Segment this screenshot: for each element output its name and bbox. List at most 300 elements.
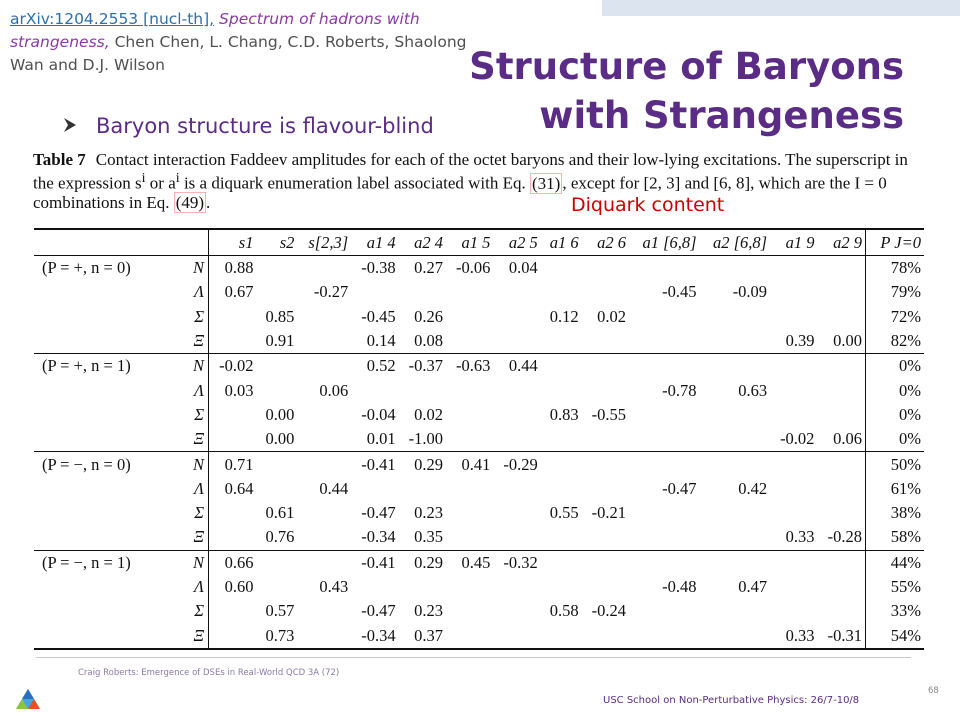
amplitude-cell: [493, 427, 540, 452]
amplitude-cell: [493, 575, 540, 599]
amplitude-cell: -0.24: [591, 601, 627, 621]
caption-sup-1: i: [141, 170, 146, 186]
table-row: [34, 452, 924, 477]
amplitude-cell: 0.45: [461, 552, 491, 572]
amplitude-cell: [541, 256, 582, 281]
header-cell: a1 9: [785, 232, 815, 252]
amplitude-cell: 0.55: [549, 503, 579, 523]
baryon-symbol: Ξ: [181, 427, 209, 452]
amplitude-cell: 0.44: [508, 356, 538, 376]
amplitude-cell: [582, 550, 629, 575]
amplitude-cell: -0.04: [361, 404, 396, 424]
amplitude-cell: [629, 354, 700, 379]
amplitude-cell: 0.35: [414, 527, 443, 547]
amplitude-cell: -0.55: [591, 404, 627, 424]
amplitude-cell: [700, 305, 771, 329]
amplitude-cell: [297, 525, 351, 550]
baryon-symbol: Λ: [181, 575, 209, 599]
amplitude-cell: [817, 575, 865, 599]
amplitude-cell: [770, 378, 817, 402]
amplitude-cell: [493, 477, 540, 501]
amplitude-cell: [493, 501, 540, 525]
amplitude-cell: [629, 452, 700, 477]
amplitude-cell: 0.67: [224, 282, 254, 302]
table-caption-label: Table 7: [33, 150, 86, 169]
amplitude-cell: [256, 280, 297, 304]
amplitude-cell: [297, 354, 351, 379]
probability-cell: 38%: [866, 501, 925, 525]
probability-cell: 61%: [866, 477, 925, 501]
amplitude-cell: [256, 550, 297, 575]
amplitude-cell: [629, 329, 700, 354]
amplitude-cell: [446, 305, 493, 329]
amplitude-cell: [541, 477, 582, 501]
amplitude-cell: [297, 305, 351, 329]
amplitude-cell: -0.31: [827, 625, 862, 645]
amplitude-cell: 0.66: [224, 552, 254, 572]
amplitude-cell: [770, 305, 817, 329]
amplitude-cell: [541, 378, 582, 402]
amplitude-cell: [770, 477, 817, 501]
amplitude-cell: [493, 378, 540, 402]
amplitude-cell: [446, 427, 493, 452]
amplitude-cell: 0.41: [461, 454, 491, 474]
amplitude-cell: [817, 256, 865, 281]
reference-citation: [10, 8, 480, 77]
amplitude-cell: [582, 452, 629, 477]
amplitude-cell: -0.47: [662, 478, 697, 498]
amplitude-cell: 0.85: [265, 306, 295, 326]
header-cell: a1 6: [549, 232, 579, 252]
amplitude-cell: [770, 280, 817, 304]
amplitude-cell: [770, 452, 817, 477]
amplitude-cell: -0.45: [361, 306, 396, 326]
amplitude-cell: 0.76: [265, 527, 295, 547]
baryon-symbol: Σ: [181, 501, 209, 525]
header-cell: s1: [238, 232, 254, 252]
caption-text-c: is a diquark enumeration label associated with Eq.: [179, 173, 530, 193]
amplitude-cell: -0.27: [313, 282, 349, 302]
amplitude-cell: 0.02: [414, 404, 443, 424]
amplitude-cell: [770, 354, 817, 379]
amplitude-cell: [700, 550, 771, 575]
amplitude-cell: 0.33: [785, 527, 815, 547]
amplitude-cell: [351, 378, 398, 402]
amplitude-cell: [493, 403, 540, 427]
reference-title: Spectrum of hadrons with strangeness,: [10, 10, 420, 51]
amplitude-cell: [541, 427, 582, 452]
probability-cell: 54%: [866, 623, 925, 648]
table-row: [34, 427, 924, 452]
amplitude-cell: [700, 452, 771, 477]
amplitude-cell: [700, 599, 771, 623]
amplitude-cell: [209, 623, 257, 648]
caption-text-b: or a: [145, 173, 176, 193]
probability-cell: 0%: [866, 354, 925, 379]
amplitude-cell: [629, 623, 700, 648]
amplitude-cell: [209, 427, 257, 452]
amplitude-cell: [582, 525, 629, 550]
amplitude-cell: 0.37: [414, 625, 443, 645]
amplitude-cell: 0.12: [549, 306, 579, 326]
amplitude-cell: [446, 501, 493, 525]
amplitude-cell: -0.06: [455, 258, 491, 278]
group-label-blank: [34, 305, 181, 329]
probability-cell: 78%: [866, 256, 925, 281]
header-cell: a1 [6,8]: [642, 232, 697, 252]
amplitude-cell: -0.78: [662, 380, 697, 400]
amplitude-cell: [541, 525, 582, 550]
equation-ref-31[interactable]: (31): [531, 173, 561, 193]
amplitude-cell: [297, 501, 351, 525]
group-label-blank: [34, 575, 181, 599]
table-caption: [33, 150, 928, 212]
group-label-blank: [34, 623, 181, 648]
probability-cell: 79%: [866, 280, 925, 304]
amplitude-cell: [817, 280, 865, 304]
amplitude-cell: [817, 403, 865, 427]
amplitude-cell: -0.32: [503, 552, 538, 572]
amplitude-cell: [446, 477, 493, 501]
amplitude-cell: [582, 256, 629, 281]
amplitude-cell: [817, 599, 865, 623]
probability-cell: 55%: [866, 575, 925, 599]
amplitude-cell: [700, 256, 771, 281]
amplitude-cell: -0.47: [361, 503, 396, 523]
amplitude-cell: 0.02: [597, 306, 627, 326]
amplitude-cell: [209, 501, 257, 525]
faddeev-amplitude-table: [34, 228, 924, 650]
group-label-blank: [34, 525, 181, 550]
amplitude-cell: [700, 525, 771, 550]
footer-left-text: Craig Roberts: Emergence of DSEs in Real-World QCD 3A (72): [78, 668, 340, 678]
table-row: [34, 599, 924, 623]
amplitude-cell: [297, 329, 351, 354]
amplitude-cell: 0.88: [224, 258, 254, 278]
amplitude-cell: -0.37: [408, 356, 443, 376]
header-corner-bar: [602, 0, 960, 16]
group-label-blank: [34, 501, 181, 525]
amplitude-cell: 0.60: [224, 577, 254, 596]
amplitude-cell: [817, 378, 865, 402]
amplitude-cell: 0.03: [224, 380, 254, 400]
slide-title: [469, 42, 904, 140]
amplitude-cell: [446, 280, 493, 304]
probability-cell: 0%: [866, 403, 925, 427]
table-row: [34, 354, 924, 379]
baryon-symbol: Ξ: [181, 525, 209, 550]
amplitude-cell: 0.73: [265, 625, 295, 645]
diquark-content-annotation: Diquark content: [571, 194, 725, 216]
table-row: [34, 378, 924, 402]
table-row: [34, 623, 924, 648]
amplitude-cell: [629, 599, 700, 623]
probability-cell: 58%: [866, 525, 925, 550]
amplitude-cell: [817, 477, 865, 501]
amplitude-cell: 0.63: [738, 380, 768, 400]
amplitude-cell: [209, 525, 257, 550]
header-cell: P J=0: [866, 229, 925, 256]
amplitude-cell: 0.71: [224, 454, 254, 474]
amplitude-cell: [817, 305, 865, 329]
group-label-blank: [34, 403, 181, 427]
amplitude-cell: [446, 623, 493, 648]
amplitude-cell: -0.09: [732, 282, 768, 302]
amplitude-cell: [256, 452, 297, 477]
amplitude-cell: [629, 525, 700, 550]
amplitude-cell: [629, 403, 700, 427]
amplitude-cell: [297, 599, 351, 623]
baryon-symbol: Σ: [181, 305, 209, 329]
amplitude-cell: [700, 329, 771, 354]
probability-cell: 50%: [866, 452, 925, 477]
amplitude-cell: [582, 575, 629, 599]
group-label-blank: [34, 280, 181, 304]
table-row: [34, 403, 924, 427]
table-row: [34, 501, 924, 525]
amplitude-cell: [582, 354, 629, 379]
amplitude-cell: [399, 280, 446, 304]
amplitude-cell: 0.57: [265, 601, 295, 621]
arxiv-link[interactable]: arXiv:1204.2553 [nucl-th],: [10, 10, 215, 28]
baryon-symbol: N: [181, 354, 209, 379]
table-row: [34, 329, 924, 354]
amplitude-cell: 0.26: [414, 306, 443, 326]
arrow-bullet-icon: [62, 114, 96, 138]
amplitude-cell: [770, 550, 817, 575]
amplitude-cell: -0.28: [827, 527, 862, 547]
amplitude-cell: [700, 501, 771, 525]
amplitude-cell: 0.29: [414, 552, 443, 572]
amplitude-cell: [629, 550, 700, 575]
amplitude-cell: -0.48: [662, 577, 697, 596]
amplitude-cell: 0.00: [265, 429, 295, 449]
amplitude-cell: 0.23: [414, 601, 443, 621]
probability-cell: 82%: [866, 329, 925, 354]
amplitude-cell: -0.34: [361, 527, 396, 547]
amplitude-cell: -0.38: [361, 258, 396, 278]
baryon-symbol: N: [181, 256, 209, 281]
amplitude-cell: [209, 329, 257, 354]
amplitude-cell: [817, 501, 865, 525]
header-cell: a1 4: [366, 232, 396, 252]
group-label-blank: [34, 477, 181, 501]
amplitude-cell: 0.23: [414, 503, 443, 523]
group-label: (P = +, n = 0): [42, 258, 131, 278]
amplitude-cell: [297, 623, 351, 648]
group-label-blank: [34, 599, 181, 623]
amplitude-cell: [770, 575, 817, 599]
reference-authors: Chen Chen, L. Chang, C.D. Roberts, Shaolong Wan and D.J. Wilson: [10, 33, 467, 74]
amplitude-cell: [541, 354, 582, 379]
amplitude-cell: [700, 354, 771, 379]
amplitude-cell: [582, 378, 629, 402]
amplitude-cell: [351, 280, 398, 304]
amplitude-cell: 0.00: [265, 404, 295, 424]
amplitude-cell: [446, 329, 493, 354]
baryon-symbol: Ξ: [181, 329, 209, 354]
footer-divider: [36, 657, 911, 658]
bullet-text: Baryon structure is flavour-blind: [96, 114, 434, 138]
header-cell: a2 6: [597, 232, 627, 252]
probability-cell: 0%: [866, 427, 925, 452]
amplitude-cell: 0.00: [833, 331, 862, 351]
amplitude-cell: [700, 403, 771, 427]
amplitude-cell: [256, 378, 297, 402]
amplitude-cell: -0.02: [219, 356, 254, 376]
amplitude-cell: [541, 280, 582, 304]
amplitude-cell: [209, 599, 257, 623]
amplitude-cell: -0.34: [361, 625, 396, 645]
amplitude-cell: [541, 575, 582, 599]
argonne-logo-icon: [15, 688, 41, 710]
amplitude-cell: [297, 256, 351, 281]
header-cell: a2 [6,8]: [712, 232, 768, 252]
amplitude-cell: [256, 354, 297, 379]
baryon-symbol: Λ: [181, 477, 209, 501]
amplitude-cell: [817, 452, 865, 477]
amplitude-cell: -0.02: [780, 429, 815, 449]
equation-ref-49[interactable]: (49): [175, 192, 205, 212]
table-row: [34, 525, 924, 550]
header-cell: a2 9: [833, 232, 862, 252]
amplitude-cell: [493, 305, 540, 329]
amplitude-cell: [700, 623, 771, 648]
baryon-symbol: Λ: [181, 280, 209, 304]
probability-cell: 44%: [866, 550, 925, 575]
amplitude-cell: 0.43: [319, 577, 349, 596]
group-label-blank: [34, 427, 181, 452]
group-label-blank: [34, 378, 181, 402]
amplitude-cell: [446, 525, 493, 550]
baryon-symbol: N: [181, 452, 209, 477]
caption-text-a: Contact interaction Faddeev amplitudes for each of the octet baryons and their low-lying excitations. The superscript in the expression s: [33, 150, 908, 193]
table-row: [34, 256, 924, 281]
amplitude-cell: [541, 550, 582, 575]
amplitude-cell: [399, 575, 446, 599]
amplitude-cell: [493, 623, 540, 648]
amplitude-cell: [629, 256, 700, 281]
amplitude-cell: [209, 403, 257, 427]
amplitude-cell: 0.39: [785, 331, 815, 351]
amplitude-cell: 0.44: [319, 478, 349, 498]
amplitude-cell: [493, 599, 540, 623]
amplitude-cell: 0.42: [738, 478, 768, 498]
amplitude-cell: [209, 305, 257, 329]
amplitude-cell: 0.91: [265, 331, 295, 351]
baryon-symbol: Ξ: [181, 623, 209, 648]
group-label-blank: [34, 329, 181, 354]
amplitude-cell: [399, 477, 446, 501]
header-cell: s[2,3]: [308, 232, 349, 252]
amplitude-cell: [446, 599, 493, 623]
amplitude-cell: -0.21: [591, 503, 627, 523]
amplitude-cell: [541, 452, 582, 477]
amplitude-cell: [541, 329, 582, 354]
amplitude-cell: [629, 501, 700, 525]
caption-text-d: , except for [2, 3] and [6, 8], which are the I = 0 combinations in Eq.: [33, 173, 887, 212]
amplitude-cell: [493, 525, 540, 550]
header-cell: s2: [279, 232, 295, 252]
amplitude-cell: 0.52: [366, 356, 396, 376]
amplitude-cell: 0.04: [508, 258, 538, 278]
header-blank: [34, 229, 181, 256]
slide-title-line1: Structure of Baryons: [469, 45, 904, 88]
group-label: (P = −, n = 1): [42, 552, 131, 572]
amplitude-cell: -0.41: [361, 454, 396, 474]
amplitude-cell: [582, 280, 629, 304]
amplitude-cell: [256, 477, 297, 501]
amplitude-cell: [817, 354, 865, 379]
amplitude-cell: 0.06: [833, 429, 862, 449]
amplitude-cell: [493, 280, 540, 304]
amplitude-cell: [297, 452, 351, 477]
amplitude-cell: -0.29: [503, 454, 538, 474]
amplitude-cell: 0.14: [366, 331, 396, 351]
amplitude-cell: [582, 427, 629, 452]
amplitude-cell: 0.08: [414, 331, 443, 351]
amplitude-cell: [582, 623, 629, 648]
amplitude-cell: [582, 477, 629, 501]
header-cell: a1 5: [461, 232, 491, 252]
group-label: (P = +, n = 1): [42, 356, 131, 376]
amplitude-cell: [351, 575, 398, 599]
amplitude-cell: -1.00: [408, 429, 443, 449]
amplitude-cell: [351, 477, 398, 501]
amplitude-cell: -0.63: [455, 356, 491, 376]
table-header-row: [34, 229, 924, 256]
probability-cell: 72%: [866, 305, 925, 329]
baryon-symbol: Σ: [181, 599, 209, 623]
amplitude-cell: 0.61: [265, 503, 295, 523]
amplitude-cell: [446, 403, 493, 427]
table-row: [34, 305, 924, 329]
page-number: 68: [928, 686, 939, 696]
baryon-symbol: N: [181, 550, 209, 575]
table-row: [34, 280, 924, 304]
header-cell: a2 5: [508, 232, 538, 252]
amplitude-cell: [493, 329, 540, 354]
amplitude-cell: 0.06: [319, 380, 349, 400]
group-label: (P = −, n = 0): [42, 454, 131, 474]
amplitude-cell: [256, 575, 297, 599]
amplitude-cell: [297, 550, 351, 575]
amplitude-cell: 0.33: [785, 625, 815, 645]
amplitude-cell: [770, 256, 817, 281]
baryon-symbol: Λ: [181, 378, 209, 402]
amplitude-cell: 0.01: [366, 429, 396, 449]
header-cell: a2 4: [414, 232, 443, 252]
amplitude-cell: [446, 378, 493, 402]
amplitude-cell: [582, 329, 629, 354]
amplitude-cell: 0.47: [738, 577, 768, 596]
amplitude-cell: [629, 305, 700, 329]
slide-title-line2: with Strangeness: [539, 94, 904, 137]
amplitude-cell: [399, 378, 446, 402]
amplitude-cell: 0.58: [549, 601, 579, 621]
amplitude-cell: [541, 623, 582, 648]
amplitude-cell: 0.27: [414, 258, 443, 278]
amplitude-cell: 0.29: [414, 454, 443, 474]
header-blank: [181, 229, 209, 256]
amplitude-cell: [297, 403, 351, 427]
amplitude-cell: [700, 427, 771, 452]
table-row: [34, 550, 924, 575]
amplitude-cell: -0.47: [361, 601, 396, 621]
amplitude-cell: -0.41: [361, 552, 396, 572]
amplitude-cell: -0.45: [662, 282, 697, 302]
baryon-symbol: Σ: [181, 403, 209, 427]
